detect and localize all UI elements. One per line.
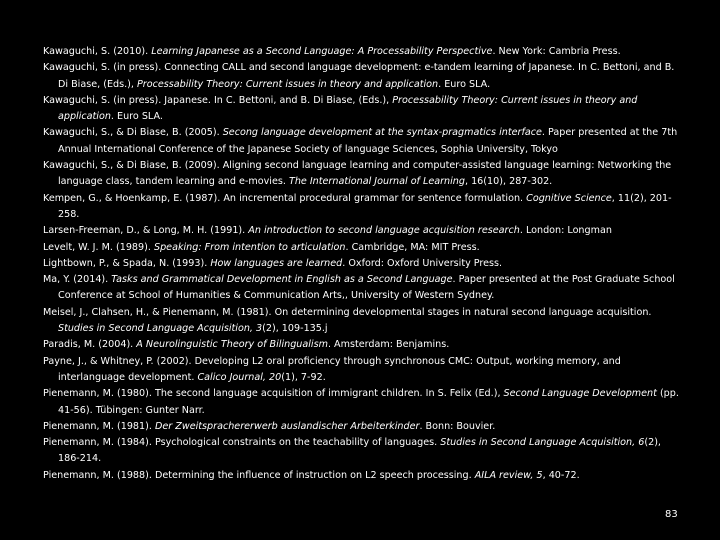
reference-entry: Kawaguchi, S. (in press). Japanese. In C. Bettoni, and B. Di Biase, (Eds.), Processability Theory: Current issues in theory and application. Euro SLA.	[43, 94, 638, 123]
reference-entry: Meisel, J., Clahsen, H., & Pienemann, M. (1981). On determining developmental stages in natural second language acquisition. Studies in Second Language Acquisition, 3(2), 109-135.j	[43, 306, 652, 335]
reference-entry: Kawaguchi, S. (in press). Connecting CALL and second language development: e-tandem learning of Japanese. In C. Bettoni, and B. Di Biase, (Eds.), Processability Theory: Current issues in theory and application. Euro SLA.	[43, 62, 675, 90]
reference-entry: Paradis, M. (2004). A Neurolinguistic Theory of Bilingualism. Amsterdam: Benjamins.	[43, 339, 450, 351]
reference-entry: Kawaguchi, S., & Di Biase, B. (2009). Aligning second language learning and computer-assisted language learning: Networking the language class, tandem learning and e-movies. The International Journal of Learning, 16(10), 287-302.	[43, 160, 672, 188]
reference-entry: Ma, Y. (2014). Tasks and Grammatical Development in English as a Second Language. Paper presented at the Post Graduate School Conference at School of Humanities & Communication Arts,, University of Western Sydney.	[43, 274, 675, 302]
reference-entry: Pienemann, M. (1984). Psychological constraints on the teachability of languages. Studies in Second Language Acquisition, 6(2), 186-214.	[43, 437, 661, 465]
reference-entry: Kawaguchi, S., & Di Biase, B. (2005). Secong language development at the syntax-pragmatics interface. Paper presented at the 7th Annual International Conference of the Japanese Society of language Sciences, Sophia University, Tokyo	[43, 127, 678, 155]
reference-entry: Larsen-Freeman, D., & Long, M. H. (1991). An introduction to second language acquisition research. London: Longman	[43, 225, 612, 237]
reference-entry: Levelt, W. J. M. (1989). Speaking: From intention to articulation. Cambridge, MA: MIT Press.	[43, 241, 480, 253]
reference-entry: Payne, J., & Whitney, P. (2002). Developing L2 oral proficiency through synchronous CMC: Output, working memory, and interlanguage development. Calico Journal, 20(1), 7-92.	[43, 355, 621, 383]
reference-entry: Pienemann, M. (1988). Determining the influence of instruction on L2 speech processing. AILA review, 5, 40-72.	[43, 469, 580, 481]
reference-entry: Pienemann, M. (1980). The second language acquisition of immigrant children. In S. Felix (Ed.), Second Language Development (pp. 41-56). Tübingen: Gunter Narr.	[43, 388, 679, 416]
reference-entry: Kempen, G., & Hoenkamp, E. (1987). An incremental procedural grammar for sentence formulation. Cognitive Science, 11(2), 201-258.	[43, 192, 672, 220]
reference-list	[43, 44, 683, 484]
reference-entry: Pienemann, M. (1981). Der Zweitsprachererwerb auslandischer Arbeiterkinder. Bonn: Bouvier.	[43, 420, 496, 432]
reference-entry: Kawaguchi, S. (2010). Learning Japanese as a Second Language: A Processability Perspective. New York: Cambria Press.	[43, 46, 621, 57]
page-number: 83	[665, 509, 678, 520]
reference-entry: Lightbown, P., & Spada, N. (1993). How languages are learned. Oxford: Oxford University Press.	[43, 257, 503, 269]
